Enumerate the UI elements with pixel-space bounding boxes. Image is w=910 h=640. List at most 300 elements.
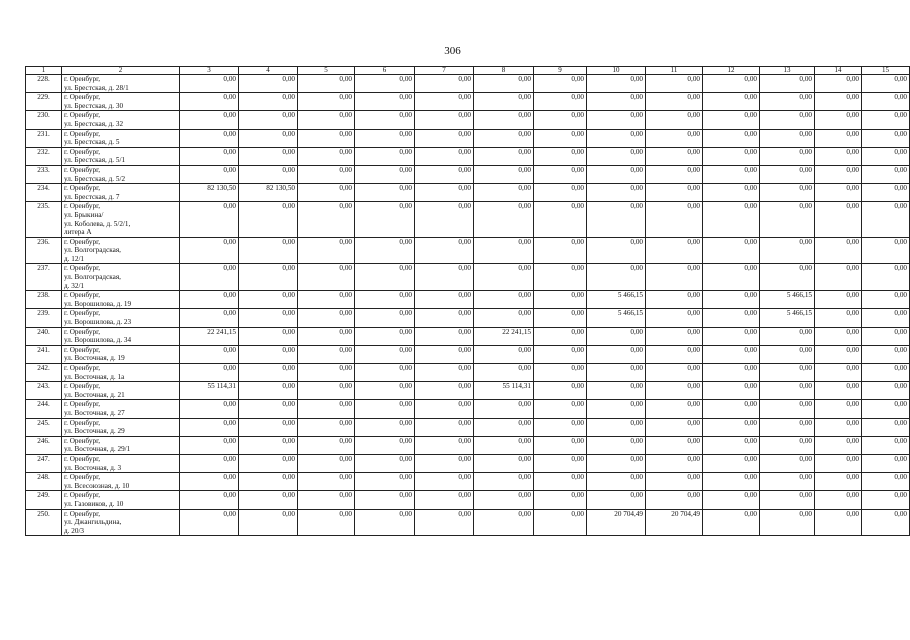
amount-cell-col-9: 0,00 bbox=[534, 454, 587, 472]
table-row bbox=[26, 309, 910, 327]
amount-cell-col-11: 0,00 bbox=[646, 75, 703, 93]
amount-cell-col-6: 0,00 bbox=[355, 291, 415, 309]
amount-cell-col-14: 0,00 bbox=[815, 75, 862, 93]
amount-cell-col-5: 0,00 bbox=[298, 202, 355, 237]
amount-cell-col-8: 22 241,15 bbox=[474, 327, 534, 345]
amount-cell-col-3: 82 130,50 bbox=[180, 184, 239, 202]
row-number-cell: 250. bbox=[26, 509, 62, 536]
amount-cell-col-14: 0,00 bbox=[815, 345, 862, 363]
address-line: литера А bbox=[64, 228, 92, 237]
amount-cell-col-14: 0,00 bbox=[815, 237, 862, 264]
amount-cell-col-8: 0,00 bbox=[474, 202, 534, 237]
amount-cell-col-15: 0,00 bbox=[862, 491, 910, 509]
column-header-2: 2 bbox=[62, 67, 180, 75]
amount-cell-col-5: 0,00 bbox=[298, 184, 355, 202]
amount-cell-col-7: 0,00 bbox=[415, 111, 474, 129]
amount-cell-col-6: 0,00 bbox=[355, 509, 415, 536]
address-cell bbox=[62, 327, 180, 345]
address-cell bbox=[62, 93, 180, 111]
amount-cell-col-12: 0,00 bbox=[703, 111, 760, 129]
address-line: г. Оренбург, bbox=[64, 93, 101, 102]
address-line: ул. Восточная, д. 19 bbox=[64, 354, 125, 363]
column-header-13: 13 bbox=[760, 67, 815, 75]
amount-cell-col-9: 0,00 bbox=[534, 364, 587, 382]
amount-cell-col-5: 0,00 bbox=[298, 237, 355, 264]
amount-cell-col-15: 0,00 bbox=[862, 418, 910, 436]
address-line: ул. Восточная, д. 3 bbox=[64, 463, 122, 472]
amount-cell-col-4: 0,00 bbox=[239, 75, 298, 93]
amount-cell-col-4: 0,00 bbox=[239, 382, 298, 400]
row-number-cell: 228. bbox=[26, 75, 62, 93]
amount-cell-col-12: 0,00 bbox=[703, 400, 760, 418]
amount-cell-col-10: 0,00 bbox=[587, 364, 646, 382]
amount-cell-col-10: 5 466,15 bbox=[587, 291, 646, 309]
amount-cell-col-5: 0,00 bbox=[298, 129, 355, 147]
amount-cell-col-11: 0,00 bbox=[646, 291, 703, 309]
amount-cell-col-15: 0,00 bbox=[862, 436, 910, 454]
amount-cell-col-9: 0,00 bbox=[534, 473, 587, 491]
amount-cell-col-10: 0,00 bbox=[587, 147, 646, 165]
amount-cell-col-3: 0,00 bbox=[180, 147, 239, 165]
amount-cell-col-6: 0,00 bbox=[355, 454, 415, 472]
amount-cell-col-5: 0,00 bbox=[298, 473, 355, 491]
amount-cell-col-11: 0,00 bbox=[646, 454, 703, 472]
amount-cell-col-15: 0,00 bbox=[862, 184, 910, 202]
amount-cell-col-3: 0,00 bbox=[180, 129, 239, 147]
amount-cell-col-10: 0,00 bbox=[587, 382, 646, 400]
amount-cell-col-10: 0,00 bbox=[587, 264, 646, 291]
amount-cell-col-11: 0,00 bbox=[646, 237, 703, 264]
table-row bbox=[26, 327, 910, 345]
amount-cell-col-4: 0,00 bbox=[239, 473, 298, 491]
amount-cell-col-14: 0,00 bbox=[815, 291, 862, 309]
amount-cell-col-11: 0,00 bbox=[646, 184, 703, 202]
amount-cell-col-9: 0,00 bbox=[534, 237, 587, 264]
amount-cell-col-9: 0,00 bbox=[534, 309, 587, 327]
amount-cell-col-13: 0,00 bbox=[760, 436, 815, 454]
column-header-6: 6 bbox=[355, 67, 415, 75]
amount-cell-col-10: 0,00 bbox=[587, 436, 646, 454]
address-line: г. Оренбург, bbox=[64, 382, 101, 391]
repair-register-table bbox=[25, 66, 910, 536]
column-header-11: 11 bbox=[646, 67, 703, 75]
row-number-cell: 231. bbox=[26, 129, 62, 147]
amount-cell-col-8: 0,00 bbox=[474, 400, 534, 418]
address-line: ул. Волгоградская, bbox=[64, 273, 121, 282]
address-line: г. Оренбург, bbox=[64, 129, 101, 138]
address-line: ул. Ворошилова, д. 23 bbox=[64, 318, 132, 327]
amount-cell-col-8: 0,00 bbox=[474, 454, 534, 472]
amount-cell-col-10: 0,00 bbox=[587, 165, 646, 183]
amount-cell-col-15: 0,00 bbox=[862, 75, 910, 93]
address-line: ул. Газовиков, д. 10 bbox=[64, 499, 124, 508]
amount-cell-col-15: 0,00 bbox=[862, 165, 910, 183]
amount-cell-col-8: 0,00 bbox=[474, 509, 534, 536]
amount-cell-col-5: 0,00 bbox=[298, 93, 355, 111]
table-row bbox=[26, 473, 910, 491]
amount-cell-col-4: 0,00 bbox=[239, 111, 298, 129]
amount-cell-col-10: 0,00 bbox=[587, 184, 646, 202]
amount-cell-col-13: 0,00 bbox=[760, 147, 815, 165]
amount-cell-col-5: 0,00 bbox=[298, 509, 355, 536]
row-number-cell: 232. bbox=[26, 147, 62, 165]
amount-cell-col-15: 0,00 bbox=[862, 93, 910, 111]
amount-cell-col-13: 0,00 bbox=[760, 491, 815, 509]
amount-cell-col-14: 0,00 bbox=[815, 264, 862, 291]
amount-cell-col-5: 0,00 bbox=[298, 454, 355, 472]
address-line: ул. Коболева, д. 5/2/1, bbox=[64, 219, 131, 228]
address-cell bbox=[62, 129, 180, 147]
amount-cell-col-4: 0,00 bbox=[239, 327, 298, 345]
table-row bbox=[26, 364, 910, 382]
amount-cell-col-6: 0,00 bbox=[355, 264, 415, 291]
address-line: г. Оренбург, bbox=[64, 237, 101, 246]
amount-cell-col-4: 0,00 bbox=[239, 93, 298, 111]
amount-cell-col-12: 0,00 bbox=[703, 309, 760, 327]
amount-cell-col-6: 0,00 bbox=[355, 147, 415, 165]
amount-cell-col-3: 0,00 bbox=[180, 264, 239, 291]
amount-cell-col-12: 0,00 bbox=[703, 202, 760, 237]
address-line: г. Оренбург, bbox=[64, 75, 101, 83]
address-cell bbox=[62, 364, 180, 382]
amount-cell-col-15: 0,00 bbox=[862, 345, 910, 363]
amount-cell-col-10: 0,00 bbox=[587, 454, 646, 472]
table-row bbox=[26, 75, 910, 93]
address-line: г. Оренбург, bbox=[64, 364, 101, 372]
address-line: г. Оренбург, bbox=[64, 184, 101, 193]
amount-cell-col-7: 0,00 bbox=[415, 147, 474, 165]
amount-cell-col-7: 0,00 bbox=[415, 400, 474, 418]
amount-cell-col-8: 0,00 bbox=[474, 309, 534, 327]
address-line: г. Оренбург, bbox=[64, 147, 101, 156]
amount-cell-col-14: 0,00 bbox=[815, 165, 862, 183]
column-header-1: 1 bbox=[26, 67, 62, 75]
amount-cell-col-11: 0,00 bbox=[646, 147, 703, 165]
amount-cell-col-9: 0,00 bbox=[534, 491, 587, 509]
amount-cell-col-8: 0,00 bbox=[474, 93, 534, 111]
address-line: г. Оренбург, bbox=[64, 509, 101, 518]
amount-cell-col-7: 0,00 bbox=[415, 309, 474, 327]
column-header-15: 15 bbox=[862, 67, 910, 75]
amount-cell-col-3: 0,00 bbox=[180, 400, 239, 418]
amount-cell-col-11: 0,00 bbox=[646, 93, 703, 111]
address-cell bbox=[62, 165, 180, 183]
amount-cell-col-6: 0,00 bbox=[355, 202, 415, 237]
amount-cell-col-13: 0,00 bbox=[760, 202, 815, 237]
amount-cell-col-7: 0,00 bbox=[415, 184, 474, 202]
amount-cell-col-5: 0,00 bbox=[298, 400, 355, 418]
amount-cell-col-8: 0,00 bbox=[474, 111, 534, 129]
amount-cell-col-14: 0,00 bbox=[815, 473, 862, 491]
amount-cell-col-13: 0,00 bbox=[760, 454, 815, 472]
amount-cell-col-6: 0,00 bbox=[355, 309, 415, 327]
address-line: ул. Восточная, д. 1а bbox=[64, 372, 125, 381]
amount-cell-col-11: 0,00 bbox=[646, 129, 703, 147]
row-number-cell: 237. bbox=[26, 264, 62, 291]
amount-cell-col-3: 0,00 bbox=[180, 491, 239, 509]
address-cell bbox=[62, 75, 180, 93]
amount-cell-col-10: 0,00 bbox=[587, 473, 646, 491]
amount-cell-col-3: 22 241,15 bbox=[180, 327, 239, 345]
amount-cell-col-9: 0,00 bbox=[534, 418, 587, 436]
row-number-cell: 244. bbox=[26, 400, 62, 418]
amount-cell-col-4: 0,00 bbox=[239, 165, 298, 183]
amount-cell-col-9: 0,00 bbox=[534, 165, 587, 183]
address-line: г. Оренбург, bbox=[64, 165, 101, 174]
column-header-10: 10 bbox=[587, 67, 646, 75]
amount-cell-col-11: 0,00 bbox=[646, 364, 703, 382]
amount-cell-col-13: 0,00 bbox=[760, 327, 815, 345]
amount-cell-col-7: 0,00 bbox=[415, 93, 474, 111]
address-cell bbox=[62, 491, 180, 509]
amount-cell-col-3: 0,00 bbox=[180, 111, 239, 129]
amount-cell-col-7: 0,00 bbox=[415, 473, 474, 491]
amount-cell-col-6: 0,00 bbox=[355, 165, 415, 183]
amount-cell-col-3: 0,00 bbox=[180, 309, 239, 327]
amount-cell-col-8: 55 114,31 bbox=[474, 382, 534, 400]
amount-cell-col-9: 0,00 bbox=[534, 184, 587, 202]
address-cell bbox=[62, 237, 180, 264]
row-number-cell: 246. bbox=[26, 436, 62, 454]
amount-cell-col-11: 0,00 bbox=[646, 165, 703, 183]
row-number-cell: 249. bbox=[26, 491, 62, 509]
amount-cell-col-13: 0,00 bbox=[760, 264, 815, 291]
row-number-cell: 247. bbox=[26, 454, 62, 472]
address-cell bbox=[62, 509, 180, 536]
amount-cell-col-10: 0,00 bbox=[587, 129, 646, 147]
amount-cell-col-13: 0,00 bbox=[760, 237, 815, 264]
amount-cell-col-6: 0,00 bbox=[355, 418, 415, 436]
amount-cell-col-10: 0,00 bbox=[587, 400, 646, 418]
amount-cell-col-13: 0,00 bbox=[760, 165, 815, 183]
amount-cell-col-3: 0,00 bbox=[180, 165, 239, 183]
address-line: г. Оренбург, bbox=[64, 473, 101, 482]
amount-cell-col-14: 0,00 bbox=[815, 184, 862, 202]
amount-cell-col-11: 0,00 bbox=[646, 264, 703, 291]
amount-cell-col-10: 20 704,49 bbox=[587, 509, 646, 536]
amount-cell-col-13: 0,00 bbox=[760, 382, 815, 400]
amount-cell-col-15: 0,00 bbox=[862, 111, 910, 129]
amount-cell-col-4: 0,00 bbox=[239, 264, 298, 291]
amount-cell-col-7: 0,00 bbox=[415, 237, 474, 264]
amount-cell-col-8: 0,00 bbox=[474, 473, 534, 491]
table-row bbox=[26, 147, 910, 165]
amount-cell-col-15: 0,00 bbox=[862, 237, 910, 264]
amount-cell-col-13: 0,00 bbox=[760, 129, 815, 147]
address-cell bbox=[62, 418, 180, 436]
address-line: д. 32/1 bbox=[64, 281, 85, 290]
address-line: г. Оренбург, bbox=[64, 327, 101, 336]
column-header-3: 3 bbox=[180, 67, 239, 75]
amount-cell-col-6: 0,00 bbox=[355, 327, 415, 345]
amount-cell-col-3: 0,00 bbox=[180, 237, 239, 264]
amount-cell-col-4: 0,00 bbox=[239, 309, 298, 327]
amount-cell-col-13: 0,00 bbox=[760, 509, 815, 536]
address-line: г. Оренбург, bbox=[64, 436, 101, 445]
column-header-8: 8 bbox=[474, 67, 534, 75]
row-number-cell: 248. bbox=[26, 473, 62, 491]
amount-cell-col-7: 0,00 bbox=[415, 436, 474, 454]
amount-cell-col-7: 0,00 bbox=[415, 327, 474, 345]
table-row bbox=[26, 93, 910, 111]
address-line: ул. Брыкина/ bbox=[64, 210, 104, 219]
amount-cell-col-10: 0,00 bbox=[587, 491, 646, 509]
amount-cell-col-3: 0,00 bbox=[180, 509, 239, 536]
amount-cell-col-11: 0,00 bbox=[646, 436, 703, 454]
row-number-cell: 229. bbox=[26, 93, 62, 111]
amount-cell-col-8: 0,00 bbox=[474, 364, 534, 382]
amount-cell-col-7: 0,00 bbox=[415, 75, 474, 93]
amount-cell-col-5: 0,00 bbox=[298, 418, 355, 436]
address-line: ул. Волгоградская, bbox=[64, 246, 121, 255]
amount-cell-col-15: 0,00 bbox=[862, 309, 910, 327]
address-cell bbox=[62, 202, 180, 237]
address-line: г. Оренбург, bbox=[64, 264, 101, 273]
amount-cell-col-3: 0,00 bbox=[180, 436, 239, 454]
amount-cell-col-8: 0,00 bbox=[474, 418, 534, 436]
address-cell bbox=[62, 454, 180, 472]
amount-cell-col-12: 0,00 bbox=[703, 382, 760, 400]
address-line: ул. Джангильдина, bbox=[64, 518, 122, 527]
amount-cell-col-7: 0,00 bbox=[415, 291, 474, 309]
amount-cell-col-12: 0,00 bbox=[703, 418, 760, 436]
amount-cell-col-9: 0,00 bbox=[534, 382, 587, 400]
amount-cell-col-3: 55 114,31 bbox=[180, 382, 239, 400]
amount-cell-col-12: 0,00 bbox=[703, 345, 760, 363]
amount-cell-col-9: 0,00 bbox=[534, 509, 587, 536]
amount-cell-col-9: 0,00 bbox=[534, 75, 587, 93]
amount-cell-col-5: 0,00 bbox=[298, 309, 355, 327]
amount-cell-col-12: 0,00 bbox=[703, 129, 760, 147]
address-line: ул. Восточная, д. 27 bbox=[64, 408, 125, 417]
amount-cell-col-6: 0,00 bbox=[355, 436, 415, 454]
amount-cell-col-11: 0,00 bbox=[646, 309, 703, 327]
table-row bbox=[26, 291, 910, 309]
table-row bbox=[26, 237, 910, 264]
address-cell bbox=[62, 400, 180, 418]
amount-cell-col-7: 0,00 bbox=[415, 382, 474, 400]
amount-cell-col-9: 0,00 bbox=[534, 202, 587, 237]
amount-cell-col-7: 0,00 bbox=[415, 264, 474, 291]
amount-cell-col-4: 0,00 bbox=[239, 418, 298, 436]
amount-cell-col-8: 0,00 bbox=[474, 184, 534, 202]
amount-cell-col-3: 0,00 bbox=[180, 364, 239, 382]
amount-cell-col-3: 0,00 bbox=[180, 291, 239, 309]
amount-cell-col-12: 0,00 bbox=[703, 509, 760, 536]
amount-cell-col-13: 0,00 bbox=[760, 93, 815, 111]
table-row bbox=[26, 264, 910, 291]
amount-cell-col-11: 0,00 bbox=[646, 345, 703, 363]
amount-cell-col-6: 0,00 bbox=[355, 400, 415, 418]
row-number-cell: 230. bbox=[26, 111, 62, 129]
amount-cell-col-6: 0,00 bbox=[355, 93, 415, 111]
row-number-cell: 245. bbox=[26, 418, 62, 436]
address-line: г. Оренбург, bbox=[64, 309, 101, 318]
amount-cell-col-6: 0,00 bbox=[355, 237, 415, 264]
address-line: г. Оренбург, bbox=[64, 454, 101, 463]
amount-cell-col-9: 0,00 bbox=[534, 400, 587, 418]
amount-cell-col-4: 0,00 bbox=[239, 436, 298, 454]
amount-cell-col-11: 0,00 bbox=[646, 473, 703, 491]
amount-cell-col-11: 0,00 bbox=[646, 327, 703, 345]
amount-cell-col-13: 0,00 bbox=[760, 364, 815, 382]
table-row bbox=[26, 165, 910, 183]
address-line: д. 12/1 bbox=[64, 254, 85, 263]
address-cell bbox=[62, 264, 180, 291]
address-cell bbox=[62, 436, 180, 454]
amount-cell-col-8: 0,00 bbox=[474, 436, 534, 454]
address-cell bbox=[62, 111, 180, 129]
amount-cell-col-11: 0,00 bbox=[646, 418, 703, 436]
amount-cell-col-12: 0,00 bbox=[703, 264, 760, 291]
amount-cell-col-12: 0,00 bbox=[703, 93, 760, 111]
address-line: ул. Восточная, д. 21 bbox=[64, 390, 125, 399]
amount-cell-col-10: 0,00 bbox=[587, 345, 646, 363]
column-header-7: 7 bbox=[415, 67, 474, 75]
address-cell bbox=[62, 382, 180, 400]
amount-cell-col-12: 0,00 bbox=[703, 327, 760, 345]
amount-cell-col-4: 0,00 bbox=[239, 202, 298, 237]
amount-cell-col-14: 0,00 bbox=[815, 491, 862, 509]
amount-cell-col-13: 0,00 bbox=[760, 473, 815, 491]
amount-cell-col-12: 0,00 bbox=[703, 364, 760, 382]
address-line: г. Оренбург, bbox=[64, 111, 101, 120]
amount-cell-col-4: 0,00 bbox=[239, 454, 298, 472]
amount-cell-col-9: 0,00 bbox=[534, 327, 587, 345]
column-header-5: 5 bbox=[298, 67, 355, 75]
amount-cell-col-6: 0,00 bbox=[355, 491, 415, 509]
amount-cell-col-15: 0,00 bbox=[862, 400, 910, 418]
amount-cell-col-3: 0,00 bbox=[180, 75, 239, 93]
amount-cell-col-5: 0,00 bbox=[298, 75, 355, 93]
column-header-12: 12 bbox=[703, 67, 760, 75]
amount-cell-col-6: 0,00 bbox=[355, 111, 415, 129]
amount-cell-col-8: 0,00 bbox=[474, 165, 534, 183]
amount-cell-col-7: 0,00 bbox=[415, 364, 474, 382]
amount-cell-col-10: 0,00 bbox=[587, 202, 646, 237]
amount-cell-col-11: 20 704,49 bbox=[646, 509, 703, 536]
amount-cell-col-4: 0,00 bbox=[239, 147, 298, 165]
amount-cell-col-3: 0,00 bbox=[180, 454, 239, 472]
row-number-cell: 239. bbox=[26, 309, 62, 327]
amount-cell-col-4: 0,00 bbox=[239, 491, 298, 509]
address-line: ул. Ворошилова, д. 34 bbox=[64, 336, 132, 345]
amount-cell-col-3: 0,00 bbox=[180, 93, 239, 111]
amount-cell-col-14: 0,00 bbox=[815, 400, 862, 418]
amount-cell-col-8: 0,00 bbox=[474, 291, 534, 309]
amount-cell-col-9: 0,00 bbox=[534, 129, 587, 147]
address-line: д. 20/3 bbox=[64, 526, 85, 535]
amount-cell-col-10: 0,00 bbox=[587, 327, 646, 345]
row-number-cell: 233. bbox=[26, 165, 62, 183]
amount-cell-col-8: 0,00 bbox=[474, 237, 534, 264]
amount-cell-col-14: 0,00 bbox=[815, 147, 862, 165]
amount-cell-col-14: 0,00 bbox=[815, 418, 862, 436]
column-header-9: 9 bbox=[534, 67, 587, 75]
amount-cell-col-15: 0,00 bbox=[862, 202, 910, 237]
amount-cell-col-8: 0,00 bbox=[474, 264, 534, 291]
page-number: 306 bbox=[444, 45, 461, 57]
amount-cell-col-8: 0,00 bbox=[474, 491, 534, 509]
amount-cell-col-6: 0,00 bbox=[355, 473, 415, 491]
amount-cell-col-3: 0,00 bbox=[180, 202, 239, 237]
amount-cell-col-4: 0,00 bbox=[239, 345, 298, 363]
amount-cell-col-12: 0,00 bbox=[703, 454, 760, 472]
amount-cell-col-5: 0,00 bbox=[298, 382, 355, 400]
amount-cell-col-14: 0,00 bbox=[815, 93, 862, 111]
address-line: ул. Восточная, д. 29/1 bbox=[64, 445, 131, 454]
address-line: г. Оренбург, bbox=[64, 291, 101, 300]
